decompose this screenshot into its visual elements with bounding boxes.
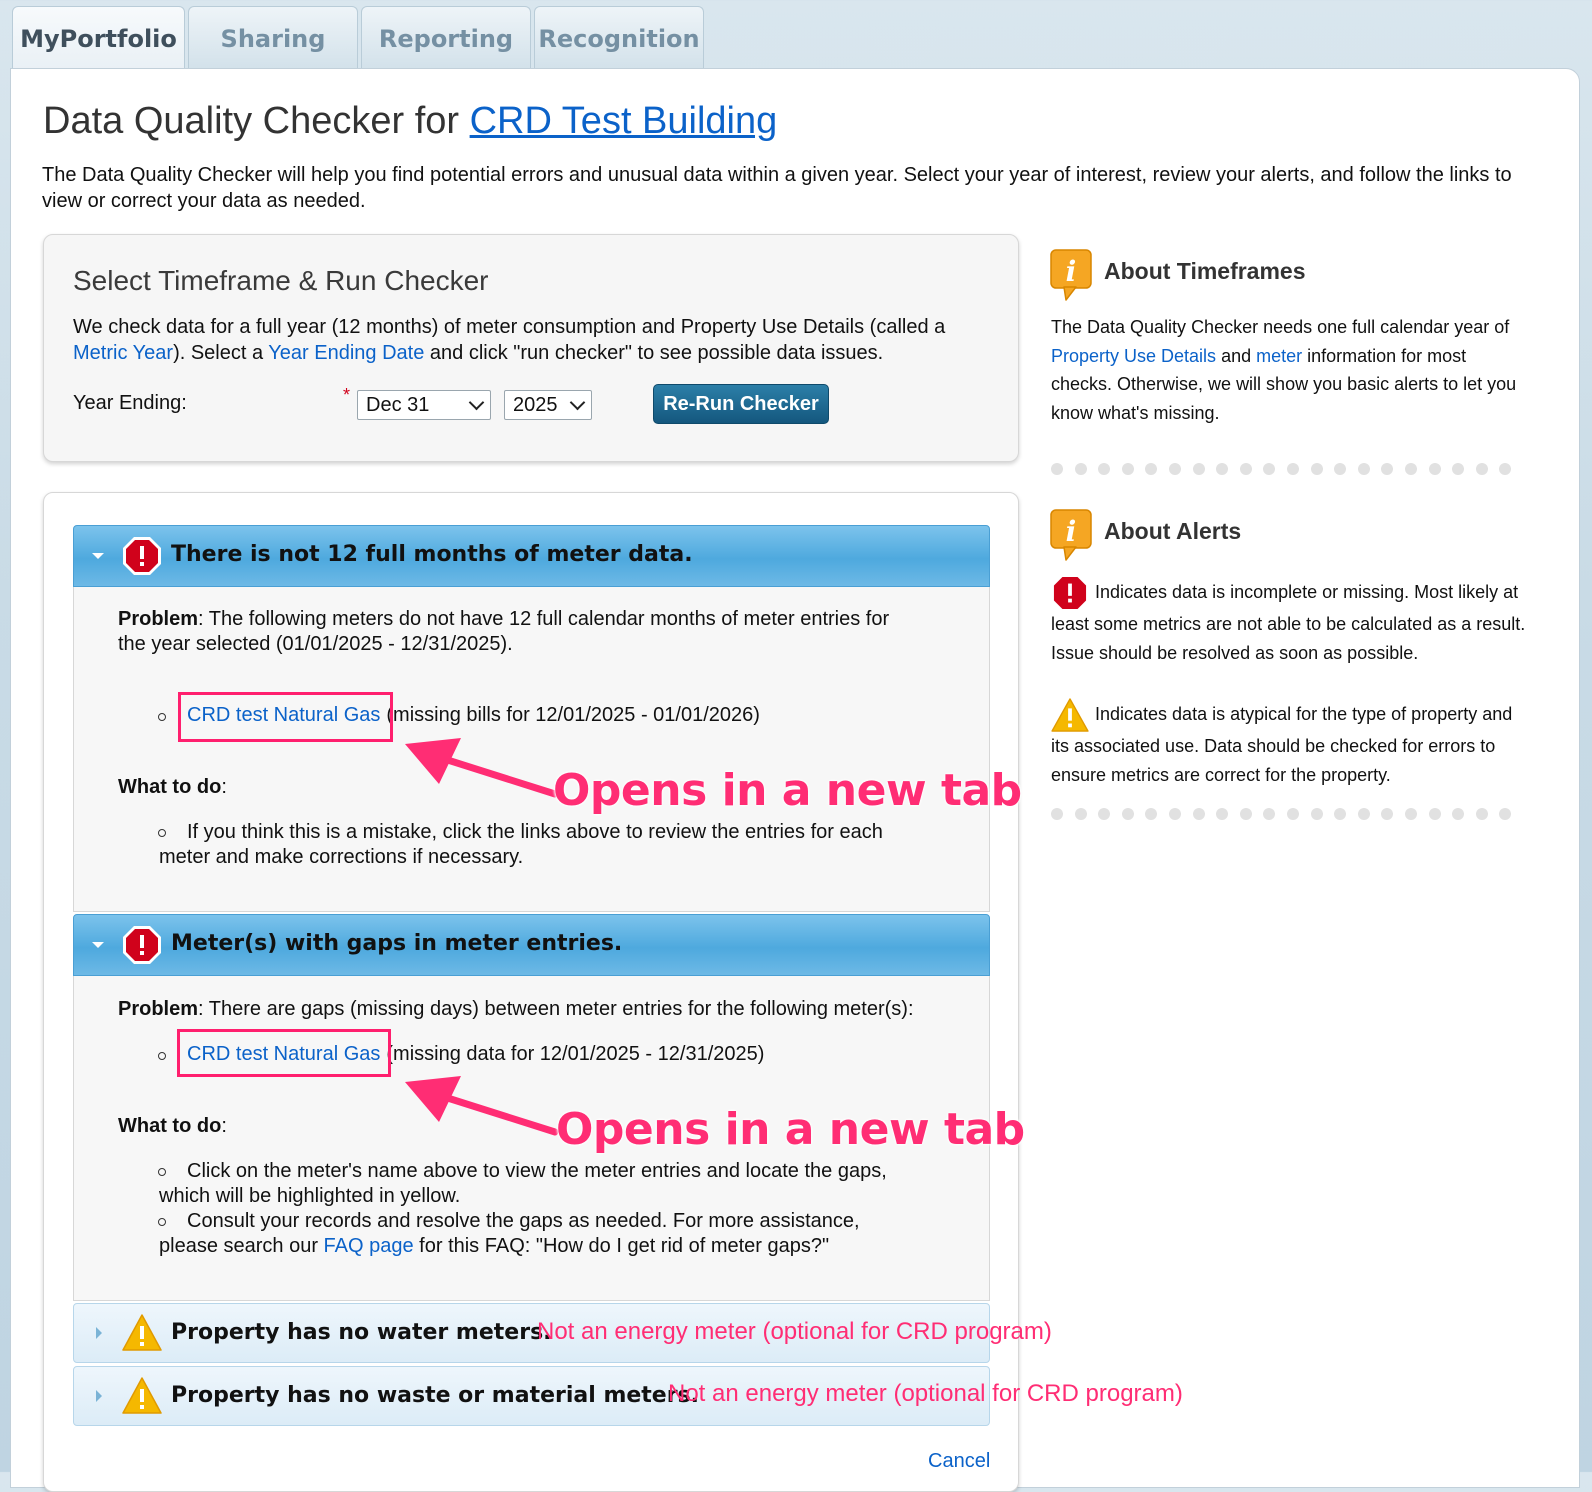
todo-text-line2: meter and make corrections if necessary. <box>159 846 524 868</box>
about-alerts-yellow <box>1051 698 1531 789</box>
todo-text-line2 <box>159 1234 829 1259</box>
annotation-arrow-icon <box>395 730 565 810</box>
what-label: What to do <box>118 776 222 798</box>
collapse-arrow-icon <box>92 553 104 559</box>
rerun-checker-button[interactable]: Re-Run Checker <box>653 384 829 424</box>
tab-myportfolio[interactable]: MyPortfolio <box>12 6 185 70</box>
warning-icon <box>1051 698 1089 732</box>
svg-text:i: i <box>1065 515 1077 548</box>
about-timeframes-text <box>1051 313 1531 427</box>
alert-title: Meter(s) with gaps in meter entries. <box>171 931 623 956</box>
svg-text:i: i <box>1065 255 1077 288</box>
desc-text: ). Select a <box>173 342 269 364</box>
alert-header-meter-gaps[interactable] <box>73 914 990 976</box>
alert-yellow-text: Indicates data is atypical for the type of property and its associated use. Data should be checked for errors to ensure metrics are correct for the property. <box>1051 703 1513 785</box>
problem-text-line2: the year selected (01/01/2025 - 12/31/2025). <box>118 633 513 655</box>
bullet <box>158 829 166 837</box>
year-select-value: 2025 <box>513 393 558 416</box>
page-title <box>43 100 777 143</box>
chevron-down-icon <box>469 394 485 410</box>
year-select[interactable] <box>504 390 592 420</box>
side-text-part: information for most checks. Otherwise, we will show you basic alerts to let you know what's missing. <box>1051 345 1517 423</box>
info-icon <box>1050 509 1092 561</box>
chevron-down-icon <box>570 394 586 410</box>
what-to-do-label: What to do: <box>118 776 227 798</box>
meter-note: (missing data for 12/01/2025 - 12/31/2025) <box>386 1043 765 1065</box>
dotted-divider <box>1051 463 1511 475</box>
meter-link-natural-gas[interactable]: CRD test Natural Gas <box>187 1043 381 1065</box>
side-text-part: The Data Quality Checker needs one full calendar year of <box>1051 317 1510 337</box>
meter-link[interactable]: meter <box>1256 345 1303 366</box>
year-ending-date-link[interactable]: Year Ending Date <box>268 342 425 364</box>
warning-icon <box>122 1313 162 1353</box>
annotation-note-waste: Not an energy meter (optional for CRD program) <box>668 1380 1183 1407</box>
tab-recognition[interactable]: Recognition <box>534 6 704 70</box>
timeframe-description <box>73 314 993 366</box>
desc-text: and click "run checker" to see possible data issues. <box>424 342 884 364</box>
expand-arrow-icon <box>96 1327 102 1339</box>
meter-note: (missing bills for 12/01/2025 - 01/01/2026) <box>386 704 760 726</box>
info-icon <box>1050 249 1092 301</box>
intro-text: The Data Quality Checker will help you find potential errors and unusual data within a given year. Select your year of interest, review your alerts, and follow the links to view or correct your data as needed. <box>42 164 1512 212</box>
side-text-part: and <box>1216 345 1257 366</box>
error-icon <box>1051 576 1089 610</box>
dotted-divider <box>1051 808 1511 820</box>
month-select[interactable] <box>357 390 491 420</box>
bullet <box>158 1218 166 1226</box>
bullet <box>158 1052 166 1060</box>
alert-red-text: Indicates data is incomplete or missing. Most likely at least some metrics are not able to be calculated as a result. Issue should be resolved as soon as possible. <box>1051 581 1526 663</box>
error-icon <box>122 536 162 576</box>
highlight-box <box>177 1029 391 1077</box>
what-to-do-label: What to do: <box>118 1115 227 1137</box>
problem-text <box>118 607 889 632</box>
annotation-note-water: Not an energy meter (optional for CRD program) <box>537 1318 1052 1345</box>
desc-text: We check data for a full year (12 months) of meter consumption and Property Use Details (called a <box>73 316 946 338</box>
alert-header-12-months[interactable] <box>73 525 990 587</box>
collapse-arrow-icon <box>92 942 104 948</box>
todo-text: Click on the meter's name above to view the meter entries and locate the gaps, <box>187 1160 887 1182</box>
bullet <box>158 1168 166 1176</box>
what-label: What to do <box>118 1115 222 1137</box>
required-mark: * <box>343 385 351 405</box>
warning-icon <box>122 1376 162 1416</box>
error-icon <box>122 925 162 965</box>
main-tabs <box>12 6 707 70</box>
alert-title: Property has no water meters. <box>171 1320 552 1345</box>
faq-page-link[interactable]: FAQ page <box>323 1235 414 1257</box>
building-link[interactable]: CRD Test Building <box>469 100 778 142</box>
about-alerts-title: About Alerts <box>1104 518 1242 544</box>
property-use-details-link[interactable]: Property Use Details <box>1051 345 1217 366</box>
annotation-arrow-icon <box>395 1068 565 1148</box>
alert-title: There is not 12 full months of meter data. <box>171 542 693 567</box>
problem-text <box>118 997 914 1022</box>
annotation-opens-new-tab: Opens in a new tab <box>553 765 1022 816</box>
metric-year-link[interactable]: Metric Year <box>73 342 174 364</box>
todo-text: If you think this is a mistake, click the links above to review the entries for each <box>187 821 883 843</box>
bullet <box>158 713 166 721</box>
highlight-box <box>178 692 393 742</box>
alert-title: Property has no waste or material meters. <box>171 1383 700 1408</box>
meter-link-natural-gas[interactable]: CRD test Natural Gas <box>187 704 381 726</box>
timeframe-title: Select Timeframe & Run Checker <box>73 265 489 296</box>
todo-text-line2: which will be highlighted in yellow. <box>159 1185 461 1207</box>
tab-sharing[interactable]: Sharing <box>188 6 358 70</box>
page-title-text: Data Quality Checker for <box>43 100 470 142</box>
about-timeframes-title: About Timeframes <box>1104 258 1306 284</box>
todo-text-pre: please search our <box>159 1235 324 1257</box>
year-ending-label: Year Ending: <box>73 392 187 414</box>
cancel-link[interactable]: Cancel <box>928 1450 991 1472</box>
about-alerts-red <box>1051 576 1531 667</box>
todo-text: Consult your records and resolve the gaps as needed. For more assistance, <box>187 1210 860 1232</box>
tab-reporting[interactable]: Reporting <box>361 6 531 70</box>
problem-line: : There are gaps (missing days) between meter entries for the following meter(s): <box>198 998 914 1020</box>
problem-label: Problem <box>118 998 199 1020</box>
todo-text-post: for this FAQ: "How do I get rid of meter gaps?" <box>413 1235 830 1257</box>
timeframe-box <box>43 234 1019 462</box>
problem-line: : The following meters do not have 12 full calendar months of meter entries for <box>198 608 890 630</box>
month-select-value: Dec 31 <box>366 393 430 416</box>
expand-arrow-icon <box>96 1390 102 1402</box>
problem-label: Problem <box>118 608 199 630</box>
annotation-opens-new-tab: Opens in a new tab <box>556 1104 1025 1155</box>
